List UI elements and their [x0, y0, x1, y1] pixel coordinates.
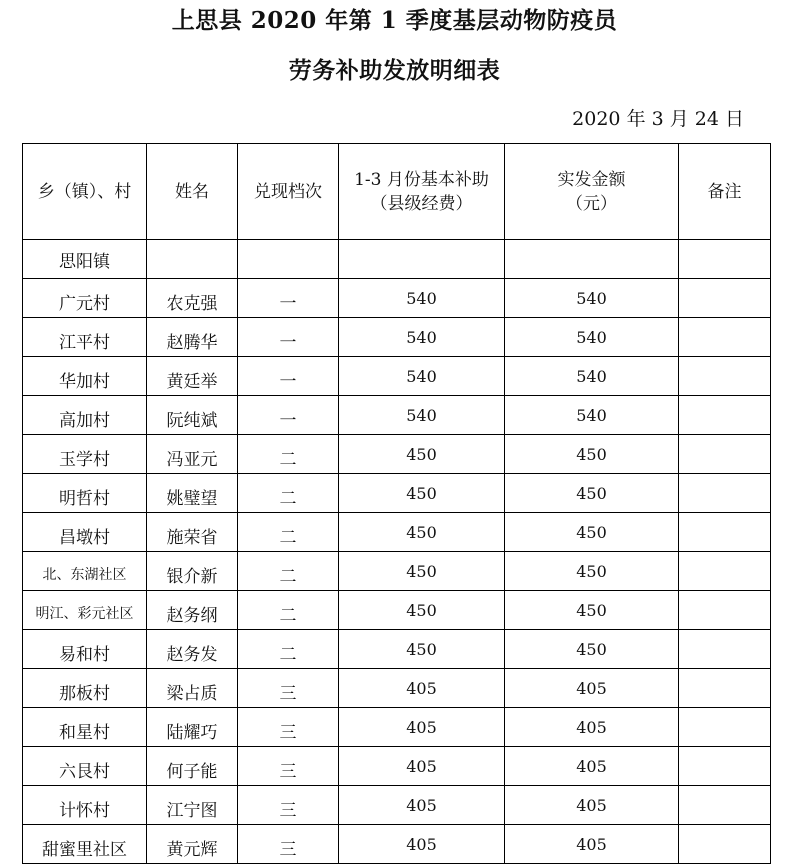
- subsidy-cell-text: 540: [406, 405, 437, 425]
- subsidy-cell-text: 405: [406, 756, 437, 776]
- remark-cell: [679, 318, 771, 357]
- amount-cell: [505, 630, 679, 669]
- subsidy-cell-text: 405: [406, 678, 437, 698]
- section-empty-cell: [238, 240, 339, 279]
- amount-cell: [505, 396, 679, 435]
- village-cell: [23, 630, 147, 669]
- tier-cell: [238, 747, 339, 786]
- section-empty-cell: [679, 240, 771, 279]
- name-cell-text: 黄元辉: [166, 839, 218, 860]
- village-cell: [23, 552, 147, 591]
- tier-cell-text: 三: [279, 683, 297, 704]
- table-row: [23, 630, 771, 669]
- header-village: 乡（镇）、村: [23, 144, 147, 240]
- name-cell-text: 姚璧望: [166, 488, 218, 509]
- subsidy-cell-text: 540: [406, 366, 437, 386]
- name-cell-text: 赵腾华: [166, 332, 218, 353]
- header-subsidy-line2: （县级经费）: [370, 193, 473, 214]
- remark-cell: [679, 396, 771, 435]
- village-cell: [23, 513, 147, 552]
- section-empty-cell: [147, 240, 238, 279]
- name-cell: [147, 318, 238, 357]
- name-cell: [147, 435, 238, 474]
- amount-cell: [505, 825, 679, 864]
- tier-cell: [238, 318, 339, 357]
- name-cell-text: 冯亚元: [166, 449, 218, 470]
- village-cell-text: 北、东湖社区: [42, 567, 127, 583]
- amount-cell-text: 540: [576, 366, 607, 386]
- name-cell: [147, 279, 238, 318]
- village-cell: [23, 318, 147, 357]
- subsidy-cell: [339, 747, 505, 786]
- name-cell: [147, 396, 238, 435]
- village-cell: [23, 396, 147, 435]
- header-tier: 兑现档次: [238, 144, 339, 240]
- village-cell: [23, 747, 147, 786]
- subsidy-cell: [339, 279, 505, 318]
- subsidy-table: [22, 143, 771, 864]
- amount-cell-text: 405: [576, 717, 607, 737]
- section-label: 思阳镇: [23, 240, 147, 279]
- tier-cell: [238, 708, 339, 747]
- subsidy-cell: [339, 708, 505, 747]
- tier-cell-text: 一: [279, 410, 297, 431]
- table-row: [23, 786, 771, 825]
- document-title: 上思县 2020 年第 1 季度基层动物防疫员: [171, 7, 618, 34]
- name-cell-text: 阮纯斌: [166, 410, 218, 431]
- name-cell: [147, 825, 238, 864]
- header-amount: [505, 144, 679, 240]
- village-cell-text: 和星村: [59, 722, 110, 743]
- tier-cell: [238, 435, 339, 474]
- remark-cell: [679, 630, 771, 669]
- table-row: [23, 747, 771, 786]
- document-subtitle: 劳务补助发放明细表: [288, 57, 501, 84]
- name-cell: [147, 630, 238, 669]
- table-row: [23, 357, 771, 396]
- tier-cell-text: 二: [279, 449, 297, 470]
- village-cell-text: 华加村: [59, 371, 110, 392]
- subsidy-cell: [339, 552, 505, 591]
- table-row: [23, 708, 771, 747]
- subsidy-cell: [339, 591, 505, 630]
- village-cell-text: 昌墩村: [59, 527, 110, 548]
- village-cell-text: 那板村: [59, 683, 110, 704]
- name-cell-text: 梁占质: [166, 683, 218, 704]
- section-empty-cell: [339, 240, 505, 279]
- header-amount-line2: （元）: [566, 193, 617, 214]
- village-cell-text: 江平村: [59, 332, 110, 353]
- subsidy-cell: [339, 513, 505, 552]
- tier-cell-text: 三: [279, 800, 297, 821]
- amount-cell-text: 450: [576, 522, 607, 542]
- village-cell: [23, 279, 147, 318]
- subsidy-cell-text: 540: [406, 327, 437, 347]
- amount-cell: [505, 786, 679, 825]
- amount-cell: [505, 279, 679, 318]
- amount-cell-text: 405: [576, 795, 607, 815]
- tier-cell: [238, 474, 339, 513]
- amount-cell: [505, 669, 679, 708]
- tier-cell-text: 二: [279, 566, 297, 587]
- tier-cell: [238, 552, 339, 591]
- tier-cell-text: 三: [279, 761, 297, 782]
- amount-cell: [505, 708, 679, 747]
- amount-cell-text: 450: [576, 444, 607, 464]
- name-cell-text: 银介新: [166, 566, 218, 587]
- amount-cell-text: 540: [576, 288, 607, 308]
- remark-cell: [679, 747, 771, 786]
- remark-cell: [679, 513, 771, 552]
- subsidy-cell: [339, 786, 505, 825]
- table-row: [23, 513, 771, 552]
- remark-cell: [679, 552, 771, 591]
- tier-cell-text: 三: [279, 839, 297, 860]
- section-empty-cell: [505, 240, 679, 279]
- amount-cell: [505, 474, 679, 513]
- name-cell: [147, 357, 238, 396]
- section-row: [23, 240, 771, 279]
- subsidy-cell: [339, 318, 505, 357]
- amount-cell-text: 450: [576, 639, 607, 659]
- village-cell: [23, 708, 147, 747]
- name-cell-text: 黄廷举: [166, 371, 218, 392]
- village-cell: [23, 786, 147, 825]
- village-cell-text: 明哲村: [59, 488, 110, 509]
- tier-cell: [238, 786, 339, 825]
- name-cell: [147, 669, 238, 708]
- remark-cell: [679, 669, 771, 708]
- village-cell-text: 六艮村: [59, 761, 110, 782]
- remark-cell: [679, 591, 771, 630]
- tier-cell-text: 二: [279, 605, 297, 626]
- table-row: [23, 318, 771, 357]
- tier-cell: [238, 630, 339, 669]
- amount-cell: [505, 513, 679, 552]
- remark-cell: [679, 786, 771, 825]
- village-cell-text: 高加村: [59, 410, 110, 431]
- table-row: [23, 825, 771, 864]
- name-cell: [147, 747, 238, 786]
- tier-cell-text: 二: [279, 488, 297, 509]
- header-name: 姓名: [147, 144, 238, 240]
- remark-cell: [679, 708, 771, 747]
- village-cell-text: 计怀村: [59, 800, 110, 821]
- table-row: [23, 591, 771, 630]
- name-cell-text: 陆耀巧: [166, 722, 218, 743]
- amount-cell: [505, 591, 679, 630]
- amount-cell: [505, 318, 679, 357]
- amount-cell-text: 405: [576, 834, 607, 854]
- name-cell-text: 何子能: [166, 761, 218, 782]
- amount-cell-text: 450: [576, 561, 607, 581]
- header-subsidy: [339, 144, 505, 240]
- amount-cell-text: 405: [576, 756, 607, 776]
- name-cell: [147, 474, 238, 513]
- subsidy-cell-text: 450: [406, 483, 437, 503]
- amount-cell-text: 540: [576, 405, 607, 425]
- subsidy-cell-text: 450: [406, 600, 437, 620]
- amount-cell: [505, 435, 679, 474]
- village-cell: [23, 591, 147, 630]
- name-cell-text: 赵务纲: [166, 605, 218, 626]
- village-cell-text: 甜蜜里社区: [42, 839, 127, 860]
- name-cell-text: 赵务发: [166, 644, 218, 665]
- tier-cell-text: 一: [279, 293, 297, 314]
- tier-cell: [238, 825, 339, 864]
- name-cell-text: 施荣省: [166, 527, 218, 548]
- subsidy-cell-text: 450: [406, 444, 437, 464]
- village-cell: [23, 435, 147, 474]
- table-row: [23, 669, 771, 708]
- subsidy-cell: [339, 474, 505, 513]
- tier-cell: [238, 669, 339, 708]
- tier-cell-text: 一: [279, 332, 297, 353]
- name-cell: [147, 552, 238, 591]
- village-cell: [23, 825, 147, 864]
- subsidy-cell: [339, 435, 505, 474]
- tier-cell-text: 三: [279, 722, 297, 743]
- subsidy-cell-text: 405: [406, 795, 437, 815]
- header-subsidy-line1: 1-3 月份基本补助: [354, 169, 489, 190]
- village-cell-text: 玉学村: [59, 449, 110, 470]
- subsidy-cell: [339, 825, 505, 864]
- amount-cell-text: 450: [576, 600, 607, 620]
- name-cell: [147, 786, 238, 825]
- village-cell: [23, 357, 147, 396]
- tier-cell: [238, 279, 339, 318]
- table-row: [23, 552, 771, 591]
- tier-cell-text: 二: [279, 527, 297, 548]
- header-amount-line1: 实发金额: [557, 169, 626, 190]
- amount-cell: [505, 552, 679, 591]
- table-body: [23, 240, 771, 864]
- subsidy-cell-text: 540: [406, 288, 437, 308]
- name-cell-text: 江宁图: [166, 800, 218, 821]
- subsidy-cell: [339, 630, 505, 669]
- village-cell: [23, 474, 147, 513]
- tier-cell: [238, 513, 339, 552]
- name-cell-text: 农克强: [166, 293, 218, 314]
- amount-cell-text: 540: [576, 327, 607, 347]
- table-row: [23, 435, 771, 474]
- name-cell: [147, 591, 238, 630]
- table-row: [23, 396, 771, 435]
- village-cell-text: 广元村: [59, 293, 110, 314]
- amount-cell-text: 405: [576, 678, 607, 698]
- amount-cell: [505, 357, 679, 396]
- name-cell: [147, 513, 238, 552]
- subsidy-cell: [339, 357, 505, 396]
- header-remark: 备注: [679, 144, 771, 240]
- table-header-row: [23, 144, 771, 240]
- subsidy-cell: [339, 396, 505, 435]
- name-cell: [147, 708, 238, 747]
- tier-cell: [238, 591, 339, 630]
- amount-cell-text: 450: [576, 483, 607, 503]
- remark-cell: [679, 279, 771, 318]
- remark-cell: [679, 825, 771, 864]
- village-cell-text: 易和村: [59, 644, 110, 665]
- document-date: 2020 年 3 月 24 日: [572, 108, 744, 130]
- subsidy-cell-text: 450: [406, 561, 437, 581]
- subsidy-cell-text: 405: [406, 717, 437, 737]
- amount-cell: [505, 747, 679, 786]
- subsidy-cell-text: 450: [406, 522, 437, 542]
- tier-cell: [238, 396, 339, 435]
- subsidy-cell-text: 405: [406, 834, 437, 854]
- village-cell-text: 明江、彩元社区: [35, 606, 134, 622]
- subsidy-cell-text: 450: [406, 639, 437, 659]
- tier-cell-text: 一: [279, 371, 297, 392]
- table-row: [23, 279, 771, 318]
- tier-cell-text: 二: [279, 644, 297, 665]
- table-row: [23, 474, 771, 513]
- remark-cell: [679, 357, 771, 396]
- remark-cell: [679, 435, 771, 474]
- village-cell: [23, 669, 147, 708]
- remark-cell: [679, 474, 771, 513]
- subsidy-cell: [339, 669, 505, 708]
- tier-cell: [238, 357, 339, 396]
